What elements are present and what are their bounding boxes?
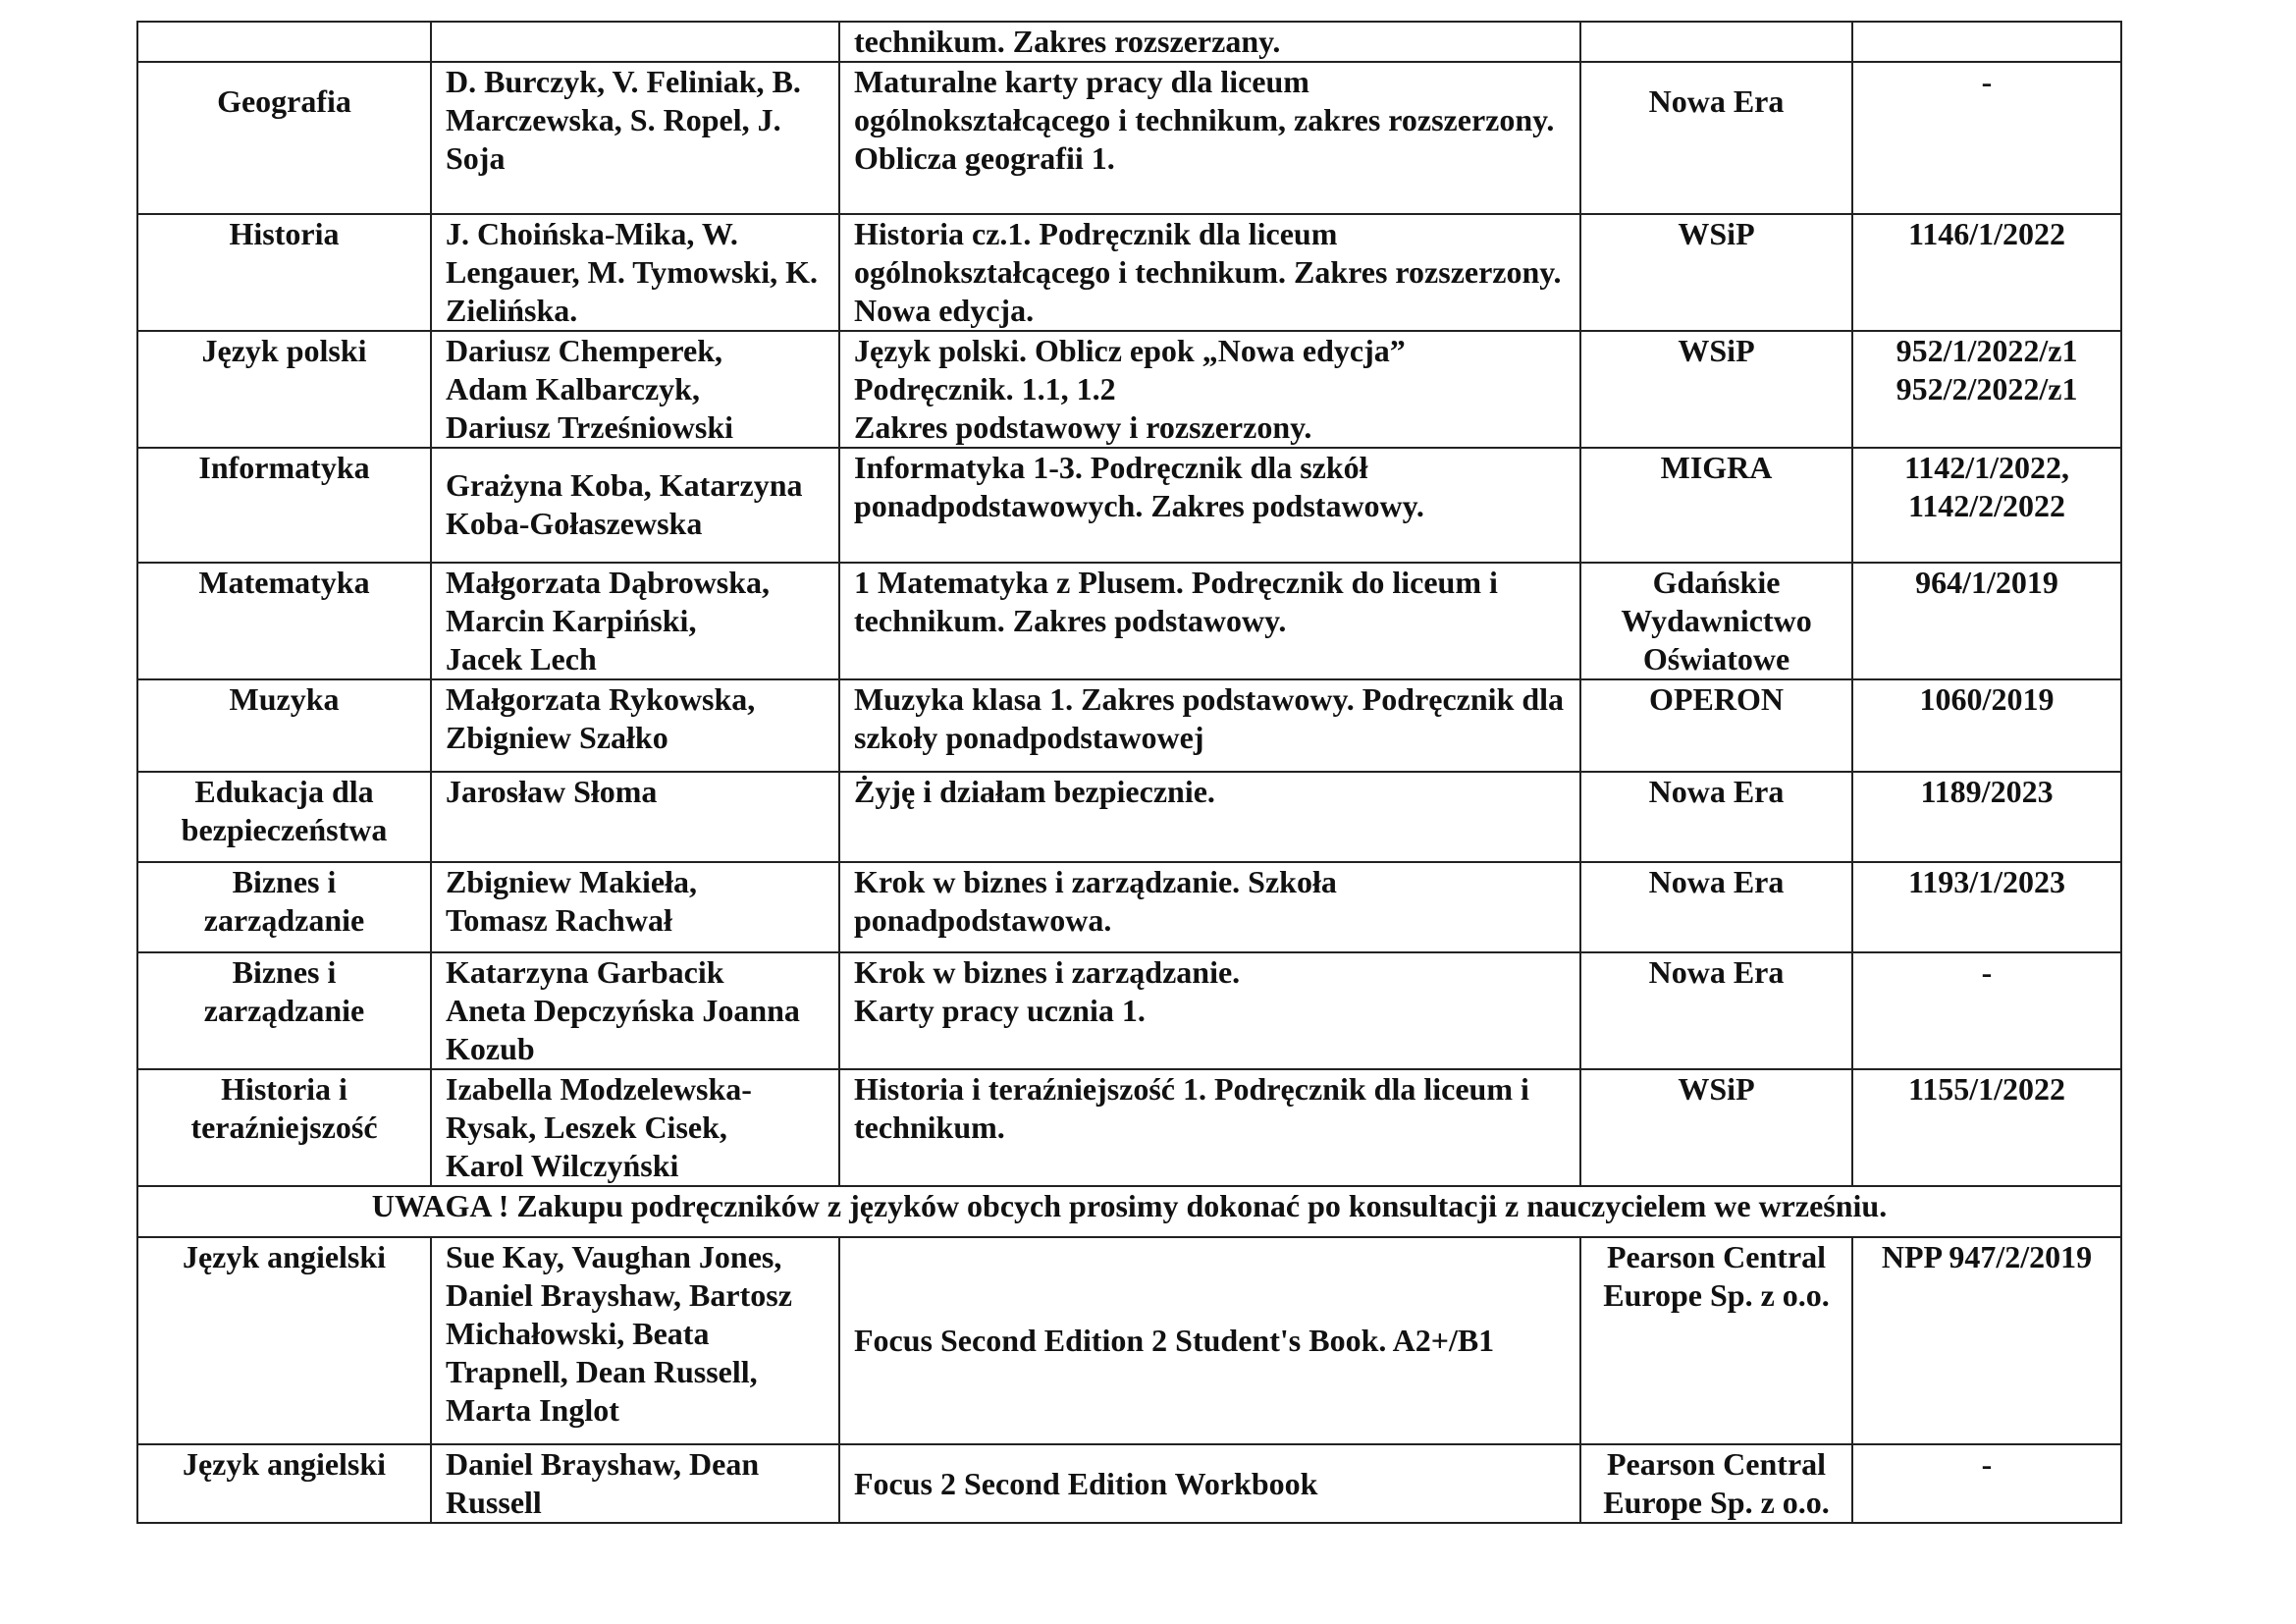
authors-cell: D. Burczyk, V. Feliniak, B. Marczewska, S. Ropel, J. Soja	[431, 62, 839, 214]
subject-cell: Matematyka	[137, 563, 431, 679]
title-cell: Informatyka 1-3. Podręcznik dla szkół ponadpodstawowych. Zakres podstawowy.	[839, 448, 1580, 563]
table-row	[137, 862, 2121, 952]
subject-cell: Biznes i zarządzanie	[137, 952, 431, 1069]
approval-number-cell: NPP 947/2/2019	[1852, 1237, 2121, 1444]
publisher-cell: MIGRA	[1580, 448, 1852, 563]
approval-number-cell: -	[1852, 952, 2121, 1069]
approval-number-cell: 1060/2019	[1852, 679, 2121, 772]
authors-cell: Jarosław Słoma	[431, 772, 839, 862]
table-row	[137, 331, 2121, 448]
foreign-language-notice: UWAGA ! Zakupu podręczników z języków obcych prosimy dokonać po konsultacji z nauczycielem we wrześniu.	[137, 1186, 2121, 1237]
subject-cell: Historia i teraźniejszość	[137, 1069, 431, 1186]
title-cell: Język polski. Oblicz epok „Nowa edycja” Podręcznik. 1.1, 1.2 Zakres podstawowy i rozszerzony.	[839, 331, 1580, 448]
title-cell: Muzyka klasa 1. Zakres podstawowy. Podręcznik dla szkoły ponadpodstawowej	[839, 679, 1580, 772]
subject-cell: Język angielski	[137, 1237, 431, 1444]
publisher-cell: Nowa Era	[1580, 772, 1852, 862]
title-cell: technikum. Zakres rozszerzany.	[839, 22, 1580, 62]
subject-cell: Muzyka	[137, 679, 431, 772]
title-cell: Focus Second Edition 2 Student's Book. A2+/B1	[839, 1237, 1580, 1444]
table-row	[137, 1237, 2121, 1444]
approval-number-cell: -	[1852, 1444, 2121, 1523]
publisher-cell: Pearson Central Europe Sp. z o.o.	[1580, 1444, 1852, 1523]
subject-cell: Język polski	[137, 331, 431, 448]
subject-cell: Geografia	[137, 62, 431, 214]
subject-cell	[137, 22, 431, 62]
table-row	[137, 1069, 2121, 1186]
textbook-table	[136, 21, 2122, 1524]
notice-row	[137, 1186, 2121, 1237]
authors-cell: Grażyna Koba, Katarzyna Koba-Gołaszewska	[431, 448, 839, 563]
subject-cell: Biznes i zarządzanie	[137, 862, 431, 952]
title-cell: Historia cz.1. Podręcznik dla liceum ogólnokształcącego i technikum. Zakres rozszerzony. Nowa edycja.	[839, 214, 1580, 331]
subject-cell: Edukacja dla bezpieczeństwa	[137, 772, 431, 862]
publisher-cell: Nowa Era	[1580, 862, 1852, 952]
authors-cell: Izabella Modzelewska-Rysak, Leszek Cisek, Karol Wilczyński	[431, 1069, 839, 1186]
approval-number-cell: 1146/1/2022	[1852, 214, 2121, 331]
authors-cell: J. Choińska-Mika, W. Lengauer, M. Tymowski, K. Zielińska.	[431, 214, 839, 331]
publisher-cell: Gdańskie Wydawnictwo Oświatowe	[1580, 563, 1852, 679]
title-cell: Żyję i działam bezpiecznie.	[839, 772, 1580, 862]
table-row	[137, 952, 2121, 1069]
title-cell: Focus 2 Second Edition Workbook	[839, 1444, 1580, 1523]
subject-cell: Historia	[137, 214, 431, 331]
title-cell: Krok w biznes i zarządzanie. Karty pracy ucznia 1.	[839, 952, 1580, 1069]
publisher-cell: WSiP	[1580, 214, 1852, 331]
table-row	[137, 214, 2121, 331]
table-row	[137, 772, 2121, 862]
approval-number-cell: 1193/1/2023	[1852, 862, 2121, 952]
authors-cell: Zbigniew Makieła, Tomasz Rachwał	[431, 862, 839, 952]
authors-cell	[431, 22, 839, 62]
authors-cell: Dariusz Chemperek, Adam Kalbarczyk, Dariusz Trześniowski	[431, 331, 839, 448]
authors-cell: Sue Kay, Vaughan Jones, Daniel Brayshaw, Bartosz Michałowski, Beata Trapnell, Dean Russell, Marta Inglot	[431, 1237, 839, 1444]
table-row	[137, 679, 2121, 772]
subject-cell: Język angielski	[137, 1444, 431, 1523]
publisher-cell: Pearson Central Europe Sp. z o.o.	[1580, 1237, 1852, 1444]
title-cell: Historia i teraźniejszość 1. Podręcznik dla liceum i technikum.	[839, 1069, 1580, 1186]
approval-number-cell: 1189/2023	[1852, 772, 2121, 862]
title-cell: Maturalne karty pracy dla liceum ogólnokształcącego i technikum, zakres rozszerzony. Oblicza geografii 1.	[839, 62, 1580, 214]
table-row	[137, 448, 2121, 563]
publisher-cell	[1580, 22, 1852, 62]
approval-number-cell	[1852, 22, 2121, 62]
publisher-cell: WSiP	[1580, 1069, 1852, 1186]
approval-number-cell: 1155/1/2022	[1852, 1069, 2121, 1186]
table-row	[137, 62, 2121, 214]
table-row	[137, 22, 2121, 62]
approval-number-cell: 952/1/2022/z1 952/2/2022/z1	[1852, 331, 2121, 448]
approval-number-cell: 964/1/2019	[1852, 563, 2121, 679]
subject-cell: Informatyka	[137, 448, 431, 563]
authors-cell: Małgorzata Rykowska, Zbigniew Szałko	[431, 679, 839, 772]
authors-cell: Katarzyna Garbacik Aneta Depczyńska Joanna Kozub	[431, 952, 839, 1069]
title-cell: 1 Matematyka z Plusem. Podręcznik do liceum i technikum. Zakres podstawowy.	[839, 563, 1580, 679]
approval-number-cell: -	[1852, 62, 2121, 214]
publisher-cell: OPERON	[1580, 679, 1852, 772]
authors-cell: Małgorzata Dąbrowska, Marcin Karpiński, Jacek Lech	[431, 563, 839, 679]
publisher-cell: Nowa Era	[1580, 62, 1852, 214]
title-cell: Krok w biznes i zarządzanie. Szkoła ponadpodstawowa.	[839, 862, 1580, 952]
approval-number-cell: 1142/1/2022, 1142/2/2022	[1852, 448, 2121, 563]
publisher-cell: Nowa Era	[1580, 952, 1852, 1069]
table-row	[137, 1444, 2121, 1523]
publisher-cell: WSiP	[1580, 331, 1852, 448]
authors-cell: Daniel Brayshaw, Dean Russell	[431, 1444, 839, 1523]
table-row	[137, 563, 2121, 679]
